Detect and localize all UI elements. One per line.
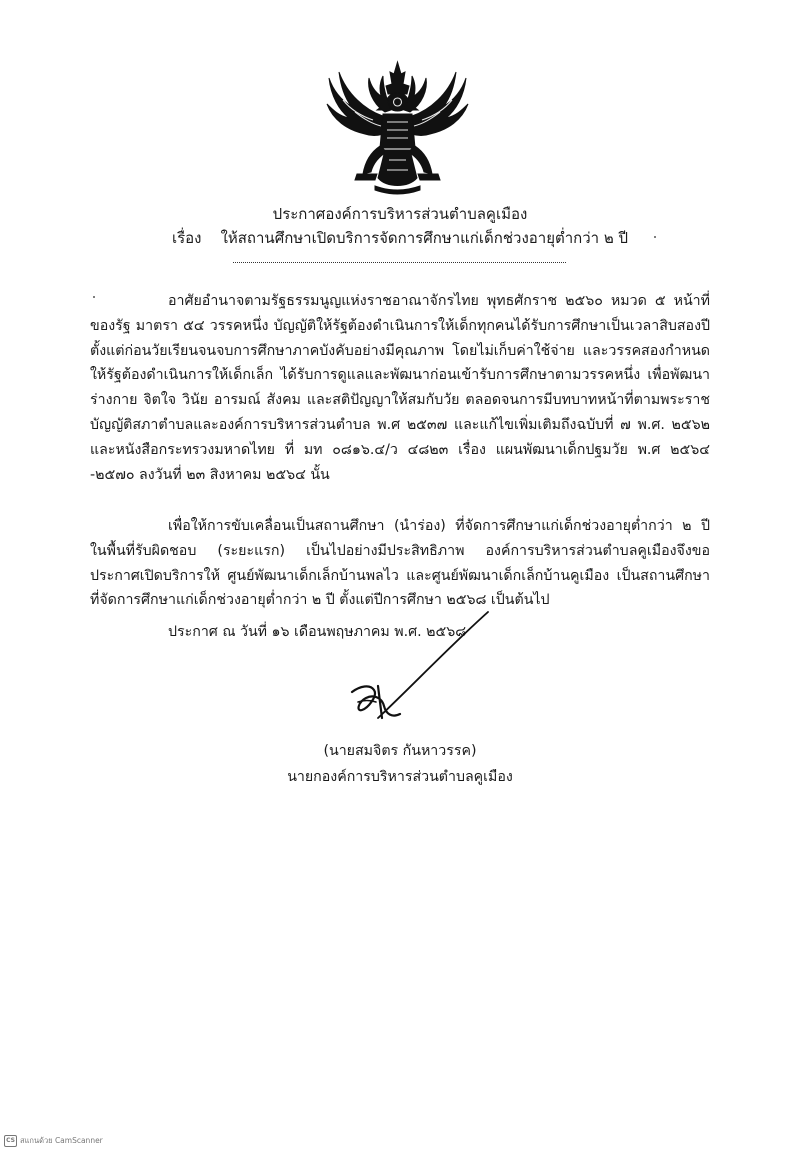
paragraph-1: อาศัยอำนาจตามรัฐธรรมนูญแห่งราชอาณาจักรไทย พุทธศักราช ๒๕๖๐ หมวด ๕ หน้าที่ของรัฐ มาตรา ๕๔ วรรคหนึ่ง บัญญัติให้รัฐต้องดำเนินการให้เด็กทุกคนได้รับการศึกษาเป็นเวลาสิบสองปี ตั้งแต่ก่อนวัยเรียนจนจบการศึกษาภาคบังคับอย่างมีคุณภาพ โดยไม่เก็บค่าใช้จ่าย และวรรคสองกำหนดให้รัฐต้องดำเนินการให้เด็กเล็ก ได้รับการดูแลและพัฒนาก่อนเข้ารับการศึกษาตามวรรคหนึ่ง เพื่อพัฒนาร่างกาย จิตใจ วินัย อารมณ์ สังคม และสติปัญญาให้สมกับวัย ตลอดจนการมีบทบาทหน้าที่ตามพระราชบัญญัติสภาตำบลและองค์การบริหารส่วนตำบล พ.ศ ๒๕๓๗ และแก้ไขเพิ่มเติมถึงฉบับที่ ๗ พ.ศ. ๒๕๖๒ และหนังสือกระทรวงมหาดไทย ที่ มท ๐๘๑๖.๔/ว ๔๘๒๓ เรื่อง แผนพัฒนาเด็กปฐมวัย พ.ศ ๒๕๖๔ -๒๕๗๐ ลงวันที่ ๒๓ สิงหาคม ๒๕๖๔ นั้น <box>90 293 710 483</box>
document-subject-line <box>0 227 800 249</box>
handwritten-signature <box>330 606 530 736</box>
subject-text: ให้สถานศึกษาเปิดบริการจัดการศึกษาแก่เด็กช่วงอายุต่ำกว่า ๒ ปี <box>220 229 629 247</box>
camscanner-watermark <box>4 1135 103 1147</box>
document-title: ประกาศองค์การบริหารส่วนตำบลคูเมือง <box>272 205 528 223</box>
signer-name: (นายสมจิตร กันหาวรรค) <box>323 743 477 759</box>
camscanner-text: สแกนด้วย CamScanner <box>20 1136 103 1145</box>
garuda-emblem-icon <box>325 60 470 195</box>
signer-position: นายกองค์การบริหารส่วนตำบลคูเมือง <box>287 769 513 785</box>
scan-speck <box>93 296 95 298</box>
camscanner-logo-icon: CS <box>4 1135 17 1147</box>
announcement-date: ประกาศ ณ วันที่ ๑๖ เดือนพฤษภาคม พ.ศ. ๒๕๖๘ <box>168 624 467 640</box>
paragraph-2: เพื่อให้การขับเคลื่อนเป็นสถานศึกษา (นำร่อง) ที่จัดการศึกษาแก่เด็กช่วงอายุต่ำกว่า ๒ ปี ในพื้นที่รับผิดชอบ (ระยะแรก) เป็นไปอย่างมีประสิทธิภาพ องค์การบริหารส่วนตำบลคูเมืองจึงขอประกาศเปิดบริการให้ ศูนย์พัฒนาเด็กเล็กบ้านพลไว และศูนย์พัฒนาเด็กเล็กบ้านคูเมือง เป็นสถานศึกษาที่จัดการศึกษาแก่เด็กช่วงอายุต่ำกว่า ๒ ปี ตั้งแต่ปีการศึกษา ๒๕๖๘ เป็นต้นไป <box>90 518 710 609</box>
subject-label: เรื่อง <box>171 229 202 247</box>
dotted-divider <box>233 262 566 263</box>
scan-speck <box>654 236 656 238</box>
